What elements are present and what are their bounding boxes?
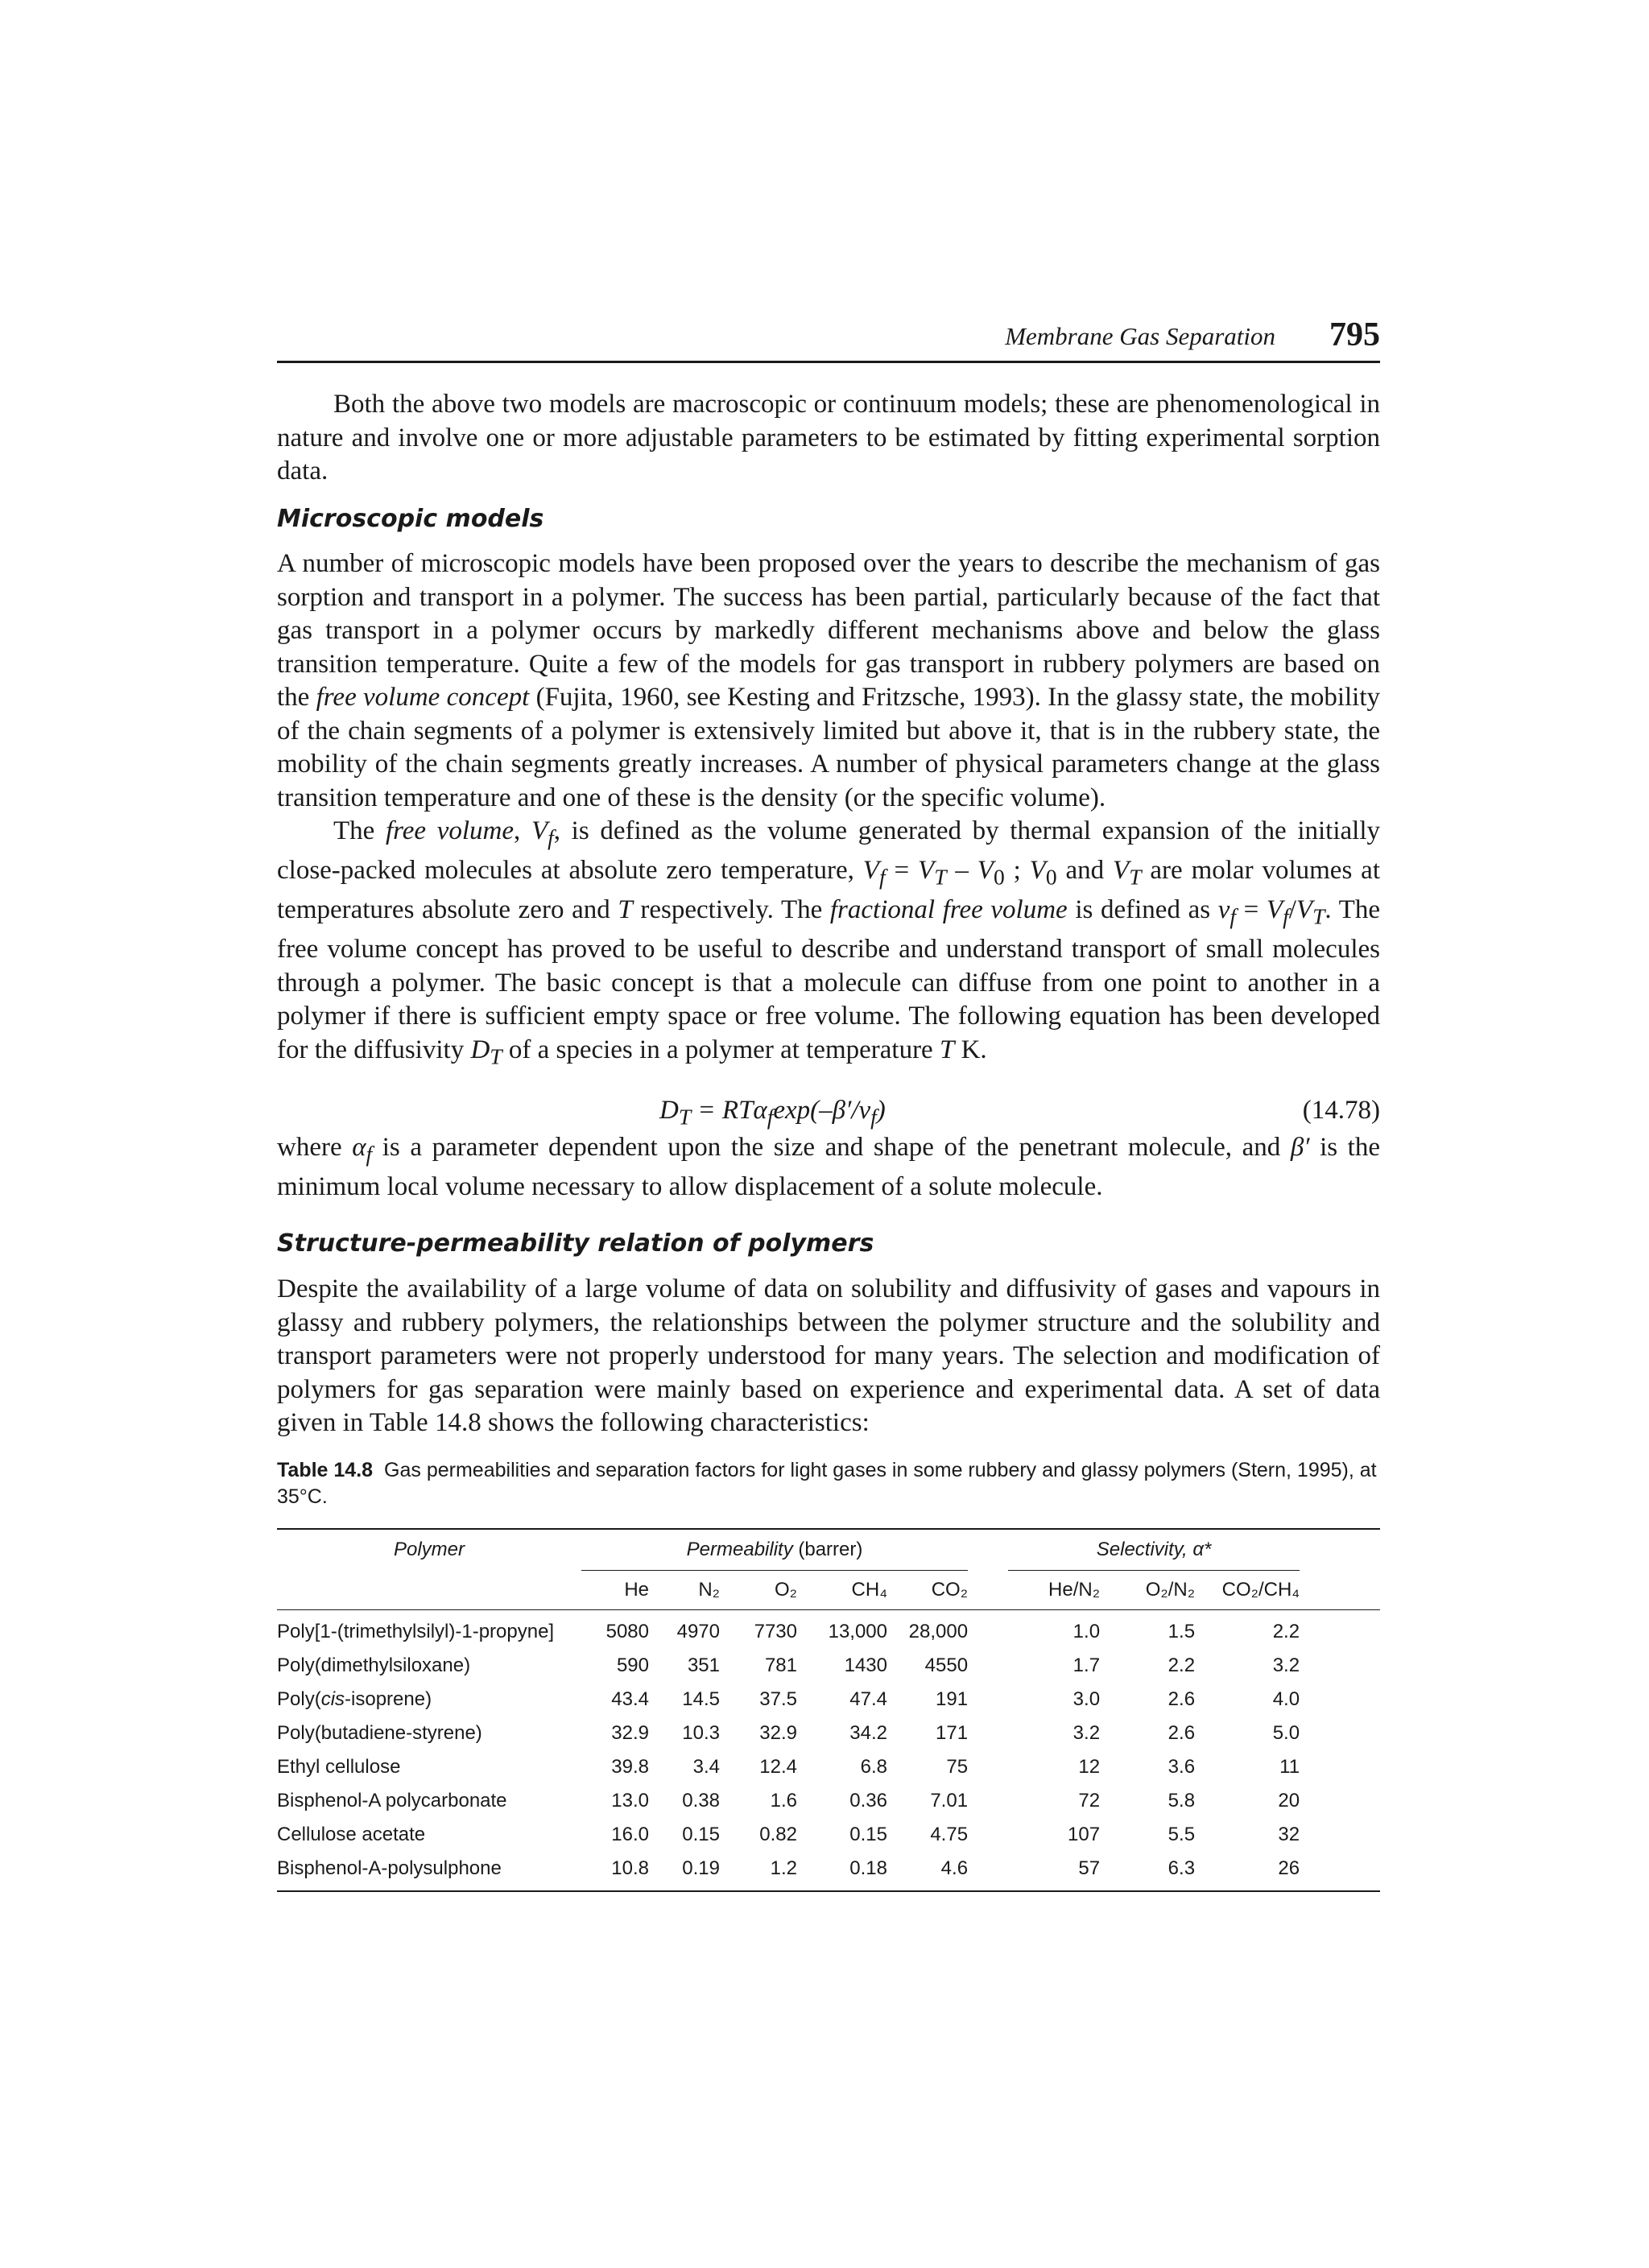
- paragraph: The free volume, $V_f$, is defined as the volume generated by thermal expansion of the initially close-packed molecules at absolute zero temperature, $V_f = V_T - V_0$ ; $V_0$ and $V_T$ are molar volumes at temperatures absolute zero and T respectively. The fractional free volume is defined as $v_f = V_f/V_T$. The free volume concept has proved to be useful to describe and understand transport of small molecules through a polymer. The basic concept is that a molecule can diffuse from one point to another in a polymer if there is sufficient empty space or free volume. The following equation has been developed for the diffusivity $D_T$ of a species in a polymer at temperature T K.: [277, 816, 1381, 1069]
- table-cell: 1.5: [1168, 1621, 1196, 1642]
- column-header: He/N₂: [1048, 1579, 1101, 1601]
- table-cell: 0.38: [682, 1790, 720, 1812]
- table-cell: 5.0: [1272, 1722, 1300, 1744]
- table-cell: 57: [1078, 1857, 1101, 1879]
- table-cell: 0.15: [682, 1824, 720, 1845]
- table-cell: 4.75: [930, 1824, 969, 1845]
- table-cell: 351: [687, 1655, 720, 1676]
- table-row: [277, 1610, 1380, 1650]
- table-cell: 12.4: [759, 1756, 797, 1778]
- column-spacer: [968, 1818, 1008, 1852]
- table-cell: 590: [616, 1655, 649, 1676]
- table-cell: 2.6: [1168, 1722, 1196, 1744]
- column-header: CH₄: [851, 1579, 887, 1601]
- table-cell: 191: [936, 1688, 969, 1710]
- table-cell: 32.9: [611, 1722, 649, 1744]
- table-cell: 1.0: [1072, 1621, 1101, 1642]
- polymer-name-cell: Ethyl cellulose: [277, 1756, 401, 1778]
- table-cell: 3.4: [692, 1756, 720, 1778]
- column-spacer: [1300, 1649, 1380, 1683]
- table-cell: 14.5: [682, 1688, 720, 1710]
- polymer-name-cell: Poly(butadiene-styrene): [277, 1722, 482, 1744]
- table-cell: 72: [1078, 1790, 1101, 1812]
- table-cell: 6.8: [860, 1756, 887, 1778]
- column-spacer: [1300, 1750, 1380, 1784]
- table-cell: 10.3: [682, 1722, 720, 1744]
- table-row: [277, 1683, 1380, 1716]
- table-cell: 1.6: [770, 1790, 797, 1812]
- table-cell: 0.15: [849, 1824, 887, 1845]
- table-cell: 7730: [754, 1621, 797, 1642]
- paragraph: A number of microscopic models have been proposed over the years to describe the mechanism of gas sorption and transport in a polymer. The success has been partial, particularly because of the fact that gas transport in a polymer occurs by markedly different mechanisms above and below the glass transition temperature. Quite a few of the models for gas transport in rubbery polymers are based on the free volume concept (Fujita, 1960, see Kesting and Fritzsche, 1993). In the glassy state, the mobility of the chain segments of a polymer is extensively limited but above it, that is in the rubbery state, the mobility of the chain segments greatly increases. A number of physical parameters change at the glass transition temperature and one of these is the density (or the specific volume).: [277, 549, 1380, 812]
- column-header: He: [624, 1579, 649, 1601]
- table-cell: 3.0: [1072, 1688, 1101, 1710]
- table-row: [277, 1784, 1380, 1818]
- running-header: [277, 316, 1380, 363]
- table-cell: 34.2: [849, 1722, 887, 1744]
- table-cell: 75: [946, 1756, 969, 1778]
- table-cell: 2.2: [1272, 1621, 1300, 1642]
- column-spacer: [1300, 1852, 1380, 1891]
- table-body: [277, 1610, 1380, 1892]
- table-cell: 32: [1278, 1824, 1300, 1845]
- column-spacer: [968, 1852, 1008, 1891]
- running-header-title: Membrane Gas Separation: [1005, 322, 1275, 350]
- equation-14-78: [277, 1096, 1380, 1131]
- polymer-name-cell: Bisphenol-A polycarbonate: [277, 1790, 507, 1812]
- table-row: [277, 1750, 1380, 1784]
- table-cell: 5.5: [1168, 1824, 1196, 1845]
- table-cell: 4.6: [940, 1857, 969, 1879]
- polymer-name-cell: Cellulose acetate: [277, 1824, 426, 1845]
- table-group-header: [277, 1529, 1380, 1571]
- table-caption-text: Gas permeabilities and separation factors for light gases in some rubbery and glassy polymers (Stern, 1995), at 35°C.: [277, 1459, 1377, 1508]
- table-cell: 13,000: [828, 1621, 887, 1642]
- column-spacer: [1300, 1683, 1380, 1716]
- column-spacer: [1300, 1818, 1380, 1852]
- table-cell: 1.2: [770, 1857, 797, 1879]
- table-cell: 3.2: [1072, 1722, 1101, 1744]
- table-cell: 43.4: [611, 1688, 649, 1710]
- column-spacer: [1300, 1610, 1380, 1650]
- column-spacer: [968, 1683, 1008, 1716]
- table-cell: 6.3: [1168, 1857, 1196, 1879]
- column-spacer: [968, 1649, 1008, 1683]
- table-row: [277, 1716, 1380, 1750]
- microscopic-models-body: [277, 547, 1380, 1073]
- column-spacer: [1300, 1716, 1380, 1750]
- table-cell: 2.2: [1168, 1655, 1196, 1676]
- column-header: O₂: [775, 1579, 797, 1601]
- table-cell: 20: [1278, 1790, 1300, 1812]
- table-cell: 7.01: [930, 1790, 969, 1812]
- table-cell: 171: [936, 1722, 969, 1744]
- table-cell: 5.8: [1168, 1790, 1196, 1812]
- table-cell: 2.6: [1168, 1688, 1196, 1710]
- table-caption: [277, 1457, 1380, 1510]
- table-cell: 0.19: [682, 1857, 720, 1879]
- polymer-name-cell: Poly(dimethylsiloxane): [277, 1655, 471, 1676]
- table-cell: 0.18: [849, 1857, 887, 1879]
- table-row: [277, 1649, 1380, 1683]
- table-caption-label: Table 14.8: [277, 1459, 374, 1481]
- table-cell: 1430: [844, 1655, 887, 1676]
- table-cell: 16.0: [611, 1824, 649, 1845]
- column-group-permeability: Permeability (barrer): [581, 1529, 968, 1571]
- permeability-table: [277, 1528, 1380, 1892]
- polymer-name-cell: Bisphenol-A-polysulphone: [277, 1857, 502, 1879]
- table-cell: 32.9: [759, 1722, 797, 1744]
- table-cell: 3.6: [1168, 1756, 1196, 1778]
- table-cell: 12: [1078, 1756, 1101, 1778]
- column-header: CO₂/CH₄: [1221, 1579, 1300, 1601]
- page-number: 795: [1329, 316, 1380, 353]
- table-cell: 4550: [924, 1655, 969, 1676]
- table-column-headers: [277, 1571, 1380, 1610]
- table-cell: 10.8: [611, 1857, 649, 1879]
- column-header: CO₂: [931, 1579, 969, 1601]
- column-spacer: [968, 1716, 1008, 1750]
- table-cell: 39.8: [611, 1756, 649, 1778]
- table-cell: 0.82: [759, 1824, 797, 1845]
- table-cell: 4.0: [1272, 1688, 1300, 1710]
- column-spacer: [1300, 1784, 1380, 1818]
- column-header-polymer: Polymer: [393, 1539, 465, 1561]
- equation-number: (14.78): [1302, 1096, 1380, 1125]
- table-cell: 1.7: [1072, 1655, 1101, 1676]
- table-cell: 4970: [676, 1621, 720, 1642]
- equation-formula: $D_T = RT\alpha_f\exp(-\beta'/v_f)$: [659, 1096, 886, 1130]
- section-heading-structure-permeability: Structure-permeability relation of polymers: [277, 1229, 874, 1258]
- column-group-selectivity: Selectivity, α*: [1008, 1529, 1300, 1571]
- table-row: [277, 1852, 1380, 1891]
- table-cell: 11: [1279, 1756, 1300, 1778]
- table-row: [277, 1818, 1380, 1852]
- table-cell: 0.36: [849, 1790, 887, 1812]
- table-cell: 3.2: [1272, 1655, 1300, 1676]
- polymer-name-cell: Poly(cis-isoprene): [277, 1688, 432, 1710]
- table-cell: 781: [764, 1655, 797, 1676]
- table-cell: 13.0: [611, 1790, 649, 1812]
- table-cell: 37.5: [759, 1688, 797, 1710]
- column-header: O₂/N₂: [1145, 1579, 1196, 1601]
- table-cell: 107: [1068, 1824, 1101, 1845]
- column-spacer: [968, 1784, 1008, 1818]
- table-cell: 26: [1278, 1857, 1300, 1879]
- column-spacer: [968, 1750, 1008, 1784]
- table-cell: 5080: [605, 1621, 649, 1642]
- column-header: N₂: [698, 1579, 720, 1601]
- intro-paragraph: Both the above two models are macroscopic or continuum models; these are phenomenological in nature and involve one or more adjustable parameters to be estimated by fitting experimental sorption data.: [277, 390, 1380, 485]
- section-heading-microscopic-models: Microscopic models: [277, 505, 544, 533]
- polymer-name-cell: Poly[1-(trimethylsilyl)-1-propyne]: [277, 1621, 555, 1642]
- table-cell: 47.4: [849, 1688, 887, 1710]
- equation-explanation: where $\alpha_f$ is a parameter dependent upon the size and shape of the penetrant molecule, and β′ is the minimum local volume necessary to allow displacement of a solute molecule.: [277, 1133, 1380, 1202]
- structure-permeability-body: Despite the availability of a large volume of data on solubility and diffusivity of gases and vapours in glassy and rubbery polymers, the relationships between the polymer structure and the solubility and transport parameters were not properly understood for many years. The selection and modification of polymers for gas separation were mainly based on experience and experimental data. A set of data given in Table 14.8 shows the following characteristics:: [277, 1274, 1380, 1437]
- table-cell: 28,000: [908, 1621, 969, 1642]
- column-spacer: [968, 1610, 1008, 1650]
